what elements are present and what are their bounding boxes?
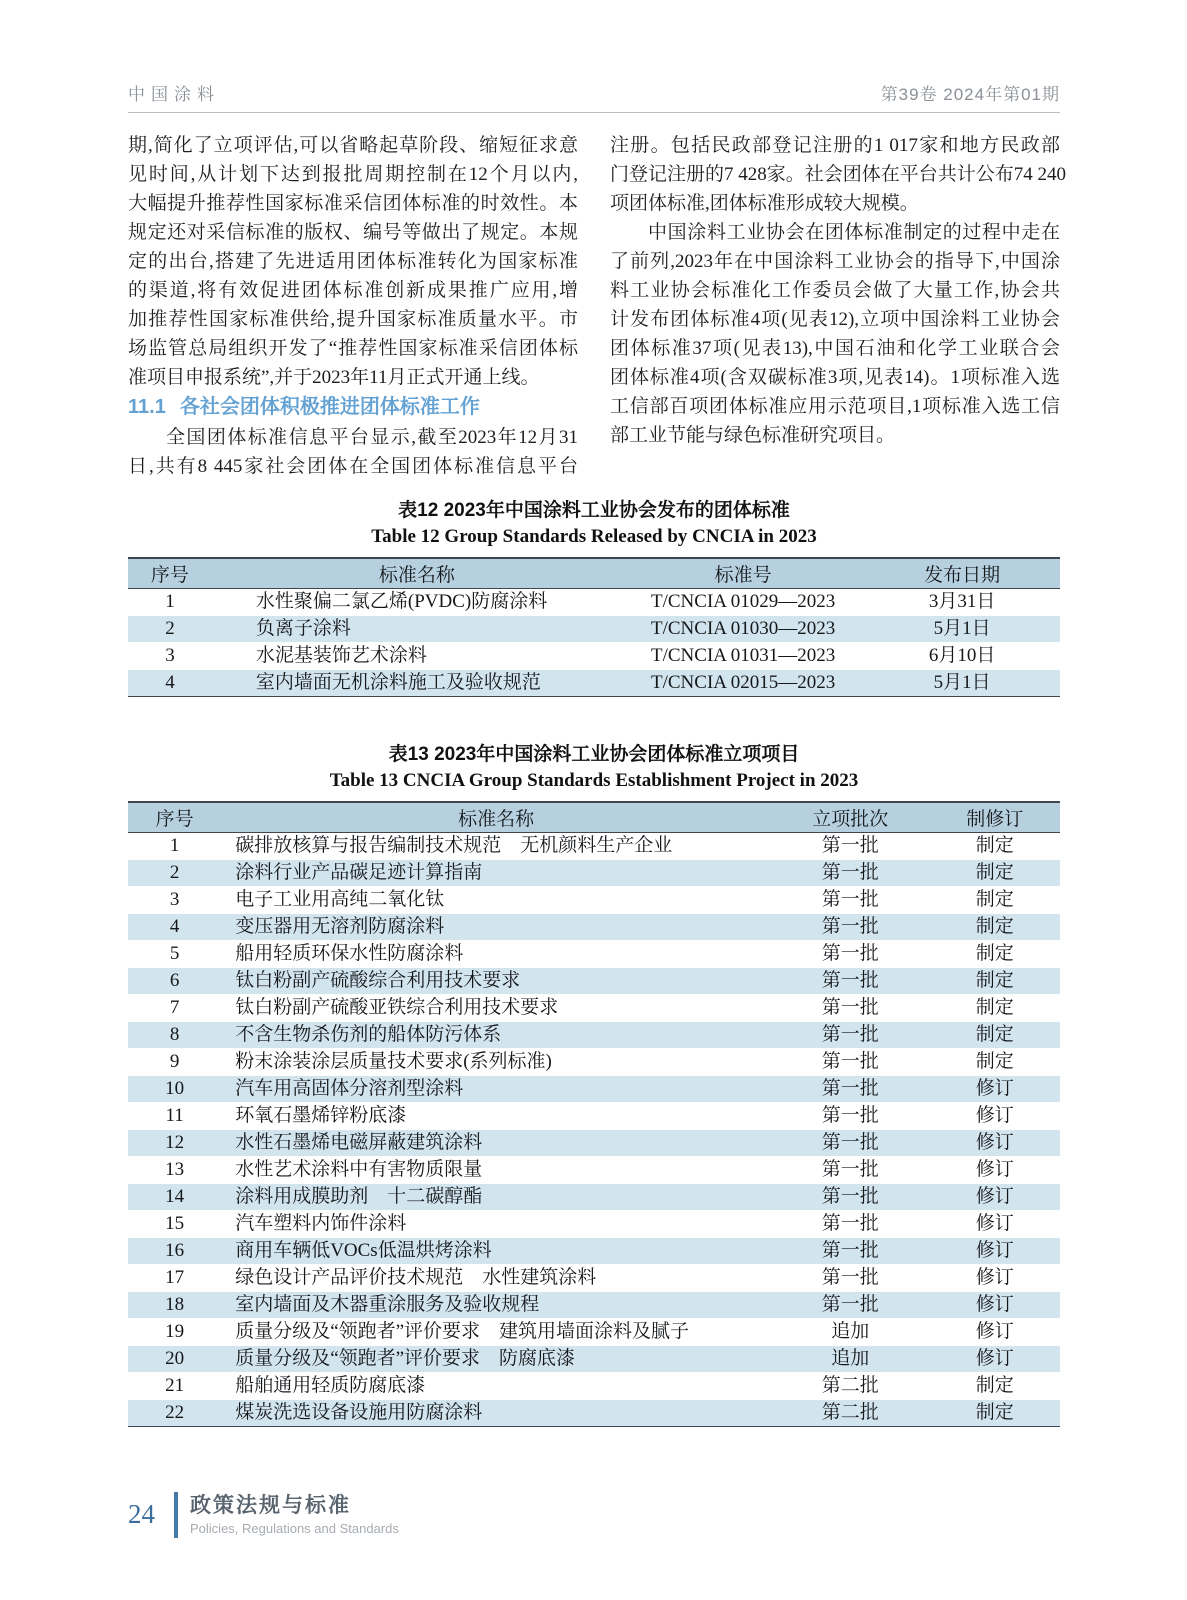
cell-seq: 9 — [128, 1049, 221, 1076]
text-line: 计发布团体标准4项(见表12),立项中国涂料工业协会 — [610, 309, 1060, 330]
table-13-title-cn: 表13 2023年中国涂料工业协会团体标准立项项目 — [388, 744, 800, 765]
cell-revision-type: 制定 — [930, 1400, 1060, 1427]
table-row — [128, 860, 1060, 887]
table-13-title-en: Table 13 CNCIA Group Standards Establishment Project in 2023 — [329, 770, 859, 791]
text-line: 团体标准37项(见表13),中国石油和化学工业联合会 — [610, 338, 1060, 359]
cell-revision-type: 修订 — [930, 1130, 1060, 1157]
cell-seq: 3 — [128, 643, 212, 670]
cell-standard-name: 水性聚偏二氯乙烯(PVDC)防腐涂料 — [212, 589, 622, 616]
cell-revision-type: 制定 — [930, 914, 1060, 941]
cell-standard-name: 商用车辆低VOCs低温烘烤涂料 — [221, 1238, 771, 1265]
text-line: 项团体标准,团体标准形成较大规模。 — [610, 193, 919, 214]
text-line: 中国涂料工业协会在团体标准制定的过程中走在 — [648, 222, 1060, 243]
text-line: 准项目申报系统”,并于2023年11月正式开通上线。 — [128, 367, 540, 388]
cell-seq: 6 — [128, 968, 221, 995]
cell-standard-name: 涂料用成膜助剂 十二碳醇酯 — [221, 1184, 771, 1211]
cell-revision-type: 制定 — [930, 1373, 1060, 1400]
cell-standard-name: 室内墙面及木器重涂服务及验收规程 — [221, 1292, 771, 1319]
table-row — [128, 1130, 1060, 1157]
cell-revision-type: 修订 — [930, 1211, 1060, 1238]
cell-revision-type: 修订 — [930, 1238, 1060, 1265]
footer-divider-bar — [174, 1492, 178, 1538]
cell-standard-name: 不含生物杀伤剂的船体防污体系 — [221, 1022, 771, 1049]
cell-revision-type: 修订 — [930, 1319, 1060, 1346]
cell-revision-type: 制定 — [930, 1049, 1060, 1076]
body-text — [128, 131, 1067, 481]
cell-seq: 14 — [128, 1184, 221, 1211]
table-row — [128, 914, 1060, 941]
text-line: 注册。包括民政部登记注册的1 017家和地方民政部 — [610, 135, 1060, 156]
cell-standard-name: 船用轻质环保水性防腐涂料 — [221, 941, 771, 968]
cell-seq: 16 — [128, 1238, 221, 1265]
cell-standard-name: 船舶通用轻质防腐底漆 — [221, 1373, 771, 1400]
table-row — [128, 1346, 1060, 1373]
cell-batch: 第一批 — [771, 968, 929, 995]
table-row — [128, 1373, 1060, 1400]
cell-seq: 10 — [128, 1076, 221, 1103]
table-row — [128, 1265, 1060, 1292]
cell-revision-type: 修订 — [930, 1103, 1060, 1130]
column-header: 序号 — [128, 801, 221, 833]
cell-seq: 19 — [128, 1319, 221, 1346]
cell-seq: 21 — [128, 1373, 221, 1400]
cell-batch: 第一批 — [771, 1076, 929, 1103]
footer-section-title-cn: 政策法规与标准 — [190, 1494, 351, 1517]
cell-batch: 第一批 — [771, 941, 929, 968]
cell-revision-type: 修订 — [930, 1184, 1060, 1211]
text-line: 日,共有8 445家社会团体在全国团体标准信息平台 — [128, 456, 578, 477]
table-row — [128, 1292, 1060, 1319]
cell-revision-type: 制定 — [930, 995, 1060, 1022]
table-row — [128, 1049, 1060, 1076]
cell-batch: 第二批 — [771, 1400, 929, 1427]
text-line: 料工业协会标准化工作委员会做了大量工作,协会共 — [610, 280, 1060, 301]
cell-standard-name: 水性艺术涂料中有害物质限量 — [221, 1157, 771, 1184]
cell-batch: 第一批 — [771, 860, 929, 887]
table-row — [128, 941, 1060, 968]
table-row — [128, 1400, 1060, 1427]
table-13 — [128, 801, 1060, 1427]
cell-seq: 5 — [128, 941, 221, 968]
section-number: 11.1 — [128, 396, 166, 418]
cell-batch: 第一批 — [771, 1103, 929, 1130]
table-row — [128, 1238, 1060, 1265]
cell-seq: 1 — [128, 589, 212, 616]
cell-revision-type: 修订 — [930, 1292, 1060, 1319]
text-line: 了前列,2023年在中国涂料工业协会的指导下,中国涂 — [610, 251, 1060, 272]
cell-revision-type: 制定 — [930, 941, 1060, 968]
cell-standard-no: T/CNCIA 02015—2023 — [622, 670, 864, 697]
page-footer — [128, 1492, 399, 1538]
cell-standard-name: 钛白粉副产硫酸综合利用技术要求 — [221, 968, 771, 995]
cell-seq: 12 — [128, 1130, 221, 1157]
cell-seq: 18 — [128, 1292, 221, 1319]
cell-standard-name: 汽车塑料内饰件涂料 — [221, 1211, 771, 1238]
text-column-right — [610, 131, 1067, 481]
table-12 — [128, 557, 1060, 697]
running-head — [128, 80, 1060, 113]
cell-revision-type: 制定 — [930, 887, 1060, 914]
cell-revision-type: 制定 — [930, 1022, 1060, 1049]
text-line: 部工业节能与绿色标准研究项目。 — [610, 425, 896, 446]
cell-standard-no: T/CNCIA 01029—2023 — [622, 589, 864, 616]
cell-standard-no: T/CNCIA 01030—2023 — [622, 616, 864, 643]
section-heading — [128, 392, 578, 423]
cell-batch: 第一批 — [771, 1157, 929, 1184]
table-13-block — [128, 741, 1060, 1427]
table-row — [128, 670, 1060, 697]
cell-seq: 3 — [128, 887, 221, 914]
cell-standard-name: 质量分级及“领跑者”评价要求 建筑用墙面涂料及腻子 — [221, 1319, 771, 1346]
cell-batch: 第二批 — [771, 1373, 929, 1400]
column-header: 标准号 — [622, 557, 864, 589]
cell-seq: 1 — [128, 833, 221, 860]
table-12-title-cn: 表12 2023年中国涂料工业协会发布的团体标准 — [398, 500, 790, 521]
cell-batch: 第一批 — [771, 1238, 929, 1265]
cell-batch: 第一批 — [771, 1022, 929, 1049]
cell-standard-name: 汽车用高固体分溶剂型涂料 — [221, 1076, 771, 1103]
table-row — [128, 995, 1060, 1022]
cell-revision-type: 修订 — [930, 1265, 1060, 1292]
cell-revision-type: 修订 — [930, 1157, 1060, 1184]
cell-revision-type: 制定 — [930, 833, 1060, 860]
cell-batch: 第一批 — [771, 1130, 929, 1157]
text-column-left — [128, 131, 578, 481]
cell-standard-name: 碳排放核算与报告编制技术规范 无机颜料生产企业 — [221, 833, 771, 860]
cell-seq: 17 — [128, 1265, 221, 1292]
table-row — [128, 1022, 1060, 1049]
cell-seq: 11 — [128, 1103, 221, 1130]
text-line: 期,简化了立项评估,可以省略起草阶段、缩短征求意 — [128, 135, 578, 156]
cell-standard-name: 涂料行业产品碳足迹计算指南 — [221, 860, 771, 887]
cell-seq: 22 — [128, 1400, 221, 1427]
column-header: 标准名称 — [221, 801, 771, 833]
table-row — [128, 616, 1060, 643]
cell-standard-name: 水性石墨烯电磁屏蔽建筑涂料 — [221, 1130, 771, 1157]
cell-batch: 第一批 — [771, 1265, 929, 1292]
cell-batch: 第一批 — [771, 1049, 929, 1076]
cell-standard-name: 煤炭洗选设备设施用防腐涂料 — [221, 1400, 771, 1427]
column-header: 立项批次 — [771, 801, 929, 833]
cell-standard-name: 室内墙面无机涂料施工及验收规范 — [212, 670, 622, 697]
text-line: 加推荐性国家标准供给,提升国家标准质量水平。市 — [128, 309, 578, 330]
cell-batch: 第一批 — [771, 1211, 929, 1238]
text-line: 的渠道,将有效促进团体标准创新成果推广应用,增 — [128, 280, 578, 301]
journal-name: 中国涂料 — [128, 85, 220, 104]
cell-batch: 第一批 — [771, 1292, 929, 1319]
cell-seq: 15 — [128, 1211, 221, 1238]
table-12-title-en: Table 12 Group Standards Released by CNCIA in 2023 — [371, 526, 817, 547]
table-12-block — [128, 497, 1060, 697]
cell-standard-name: 粉末涂装涂层质量技术要求(系列标准) — [221, 1049, 771, 1076]
cell-seq: 2 — [128, 616, 212, 643]
cell-seq: 2 — [128, 860, 221, 887]
cell-revision-type: 制定 — [930, 860, 1060, 887]
table-row — [128, 968, 1060, 995]
cell-batch: 第一批 — [771, 914, 929, 941]
cell-revision-type: 制定 — [930, 968, 1060, 995]
page-number: 24 — [128, 1499, 155, 1529]
table-header-row — [128, 801, 1060, 833]
cell-standard-name: 水泥基装饰艺术涂料 — [212, 643, 622, 670]
text-line: 团体标准4项(含双碳标准3项,见表14)。1项标准入选 — [610, 367, 1060, 388]
footer-section-title-en: Policies, Regulations and Standards — [190, 1521, 399, 1536]
cell-seq: 20 — [128, 1346, 221, 1373]
cell-batch: 第一批 — [771, 833, 929, 860]
table-header-row — [128, 557, 1060, 589]
cell-batch: 追加 — [771, 1346, 929, 1373]
cell-standard-no: T/CNCIA 01031—2023 — [622, 643, 864, 670]
text-line: 门登记注册的7 428家。社会团体在平台共计公布74 240 — [610, 164, 1067, 185]
table-row — [128, 1076, 1060, 1103]
column-header: 序号 — [128, 557, 212, 589]
section-title: 各社会团体积极推进团体标准工作 — [179, 396, 480, 418]
cell-release-date: 5月1日 — [864, 670, 1060, 697]
table-row — [128, 1157, 1060, 1184]
table-row — [128, 1184, 1060, 1211]
cell-batch: 第一批 — [771, 887, 929, 914]
text-line: 见时间,从计划下达到报批周期控制在12个月以内, — [128, 164, 578, 185]
cell-seq: 7 — [128, 995, 221, 1022]
cell-release-date: 3月31日 — [864, 589, 1060, 616]
table-row — [128, 887, 1060, 914]
cell-standard-name: 质量分级及“领跑者”评价要求 防腐底漆 — [221, 1346, 771, 1373]
cell-standard-name: 负离子涂料 — [212, 616, 622, 643]
cell-revision-type: 修订 — [930, 1076, 1060, 1103]
cell-release-date: 6月10日 — [864, 643, 1060, 670]
cell-seq: 13 — [128, 1157, 221, 1184]
cell-standard-name: 电子工业用高纯二氧化钛 — [221, 887, 771, 914]
table-row — [128, 1319, 1060, 1346]
column-header: 制修订 — [930, 801, 1060, 833]
text-line: 大幅提升推荐性国家标准采信团体标准的时效性。本 — [128, 193, 578, 214]
cell-release-date: 5月1日 — [864, 616, 1060, 643]
table-row — [128, 1211, 1060, 1238]
text-line: 规定还对采信标准的版权、编号等做出了规定。本规 — [128, 222, 578, 243]
cell-standard-name: 环氧石墨烯锌粉底漆 — [221, 1103, 771, 1130]
cell-standard-name: 变压器用无溶剂防腐涂料 — [221, 914, 771, 941]
table-row — [128, 833, 1060, 860]
cell-seq: 8 — [128, 1022, 221, 1049]
table-row — [128, 589, 1060, 616]
table-row — [128, 1103, 1060, 1130]
text-line: 全国团体标准信息平台显示,截至2023年12月31 — [166, 427, 578, 448]
table-row — [128, 643, 1060, 670]
cell-batch: 追加 — [771, 1319, 929, 1346]
column-header: 发布日期 — [864, 557, 1060, 589]
cell-batch: 第一批 — [771, 1184, 929, 1211]
cell-seq: 4 — [128, 670, 212, 697]
cell-standard-name: 钛白粉副产硫酸亚铁综合利用技术要求 — [221, 995, 771, 1022]
text-line: 工信部百项团体标准应用示范项目,1项标准入选工信 — [610, 396, 1060, 417]
column-header: 标准名称 — [212, 557, 622, 589]
cell-batch: 第一批 — [771, 995, 929, 1022]
cell-revision-type: 修订 — [930, 1346, 1060, 1373]
cell-standard-name: 绿色设计产品评价技术规范 水性建筑涂料 — [221, 1265, 771, 1292]
text-line: 场监管总局组织开发了“推荐性国家标准采信团体标 — [128, 338, 578, 359]
volume-issue: 第39卷 2024年第01期 — [880, 85, 1060, 104]
text-line: 定的出台,搭建了先进适用团体标准转化为国家标准 — [128, 251, 578, 272]
cell-seq: 4 — [128, 914, 221, 941]
